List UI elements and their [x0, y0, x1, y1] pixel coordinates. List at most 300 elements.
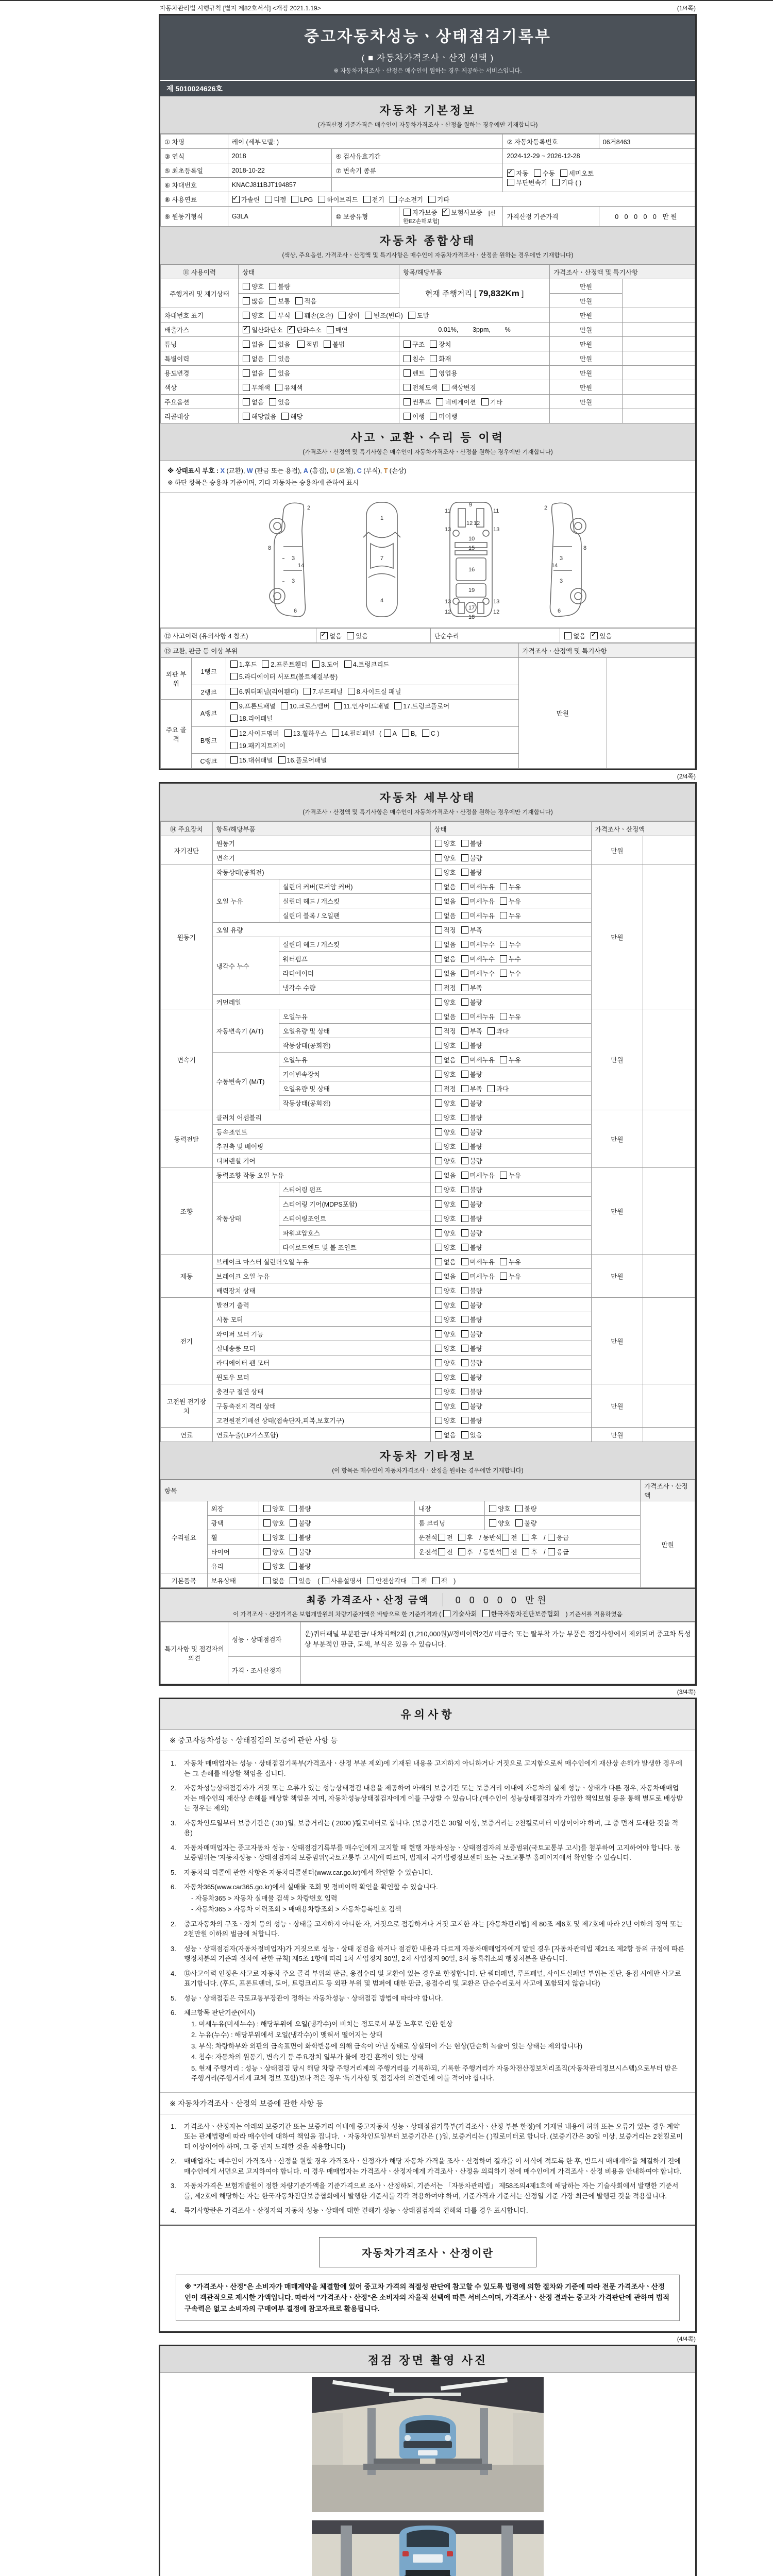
- checkbox[interactable]: [435, 1301, 442, 1309]
- checkbox[interactable]: [500, 1056, 507, 1063]
- checkbox[interactable]: [438, 1534, 445, 1541]
- checkbox[interactable]: [435, 1099, 442, 1107]
- checkbox[interactable]: [461, 1143, 468, 1150]
- checkbox[interactable]: [443, 1610, 450, 1617]
- checkbox[interactable]: [281, 413, 289, 420]
- state-checks: [430, 980, 591, 995]
- checkbox[interactable]: [281, 702, 288, 709]
- svg-text:12: 12: [474, 520, 480, 527]
- checkbox[interactable]: [435, 926, 442, 934]
- checkbox[interactable]: [435, 1273, 442, 1280]
- table-row: [161, 1110, 695, 1125]
- checkbox[interactable]: [230, 688, 238, 695]
- checkbox[interactable]: [304, 688, 311, 695]
- checkbox[interactable]: [290, 1534, 297, 1541]
- checkbox[interactable]: [461, 1388, 468, 1395]
- checkbox-label: 양호: [443, 1229, 456, 1237]
- checkbox[interactable]: [365, 312, 372, 319]
- text: (: [379, 730, 383, 737]
- checkbox-label: 양호: [443, 1215, 456, 1223]
- checkbox-item: [461, 1113, 482, 1122]
- checkbox[interactable]: [461, 1287, 468, 1294]
- checkbox[interactable]: [390, 196, 397, 203]
- checkbox[interactable]: [461, 1186, 468, 1193]
- checkbox[interactable]: [278, 756, 285, 764]
- checkbox[interactable]: [435, 1374, 442, 1381]
- price-cell: [550, 409, 623, 423]
- checkbox[interactable]: [269, 355, 276, 362]
- state-checks: [430, 865, 591, 879]
- checkbox[interactable]: [404, 413, 411, 420]
- state-checks: [259, 1545, 415, 1559]
- checkbox[interactable]: [232, 196, 240, 203]
- checkbox[interactable]: [488, 1085, 495, 1092]
- checkbox[interactable]: [461, 1157, 468, 1164]
- notice-item-number: 4.: [171, 1969, 176, 1977]
- checkbox[interactable]: [507, 179, 514, 186]
- checkbox[interactable]: [318, 196, 325, 203]
- checkbox-item: [383, 728, 397, 740]
- checkbox[interactable]: [461, 941, 468, 948]
- checkbox[interactable]: [243, 312, 250, 319]
- price-cell: 만원: [550, 395, 623, 409]
- checkbox[interactable]: [461, 1417, 468, 1424]
- checkbox[interactable]: [263, 1577, 271, 1584]
- checkbox[interactable]: [461, 1258, 468, 1265]
- checkbox-label: 불량: [469, 1287, 482, 1295]
- checkbox[interactable]: [435, 1085, 442, 1092]
- table-row: [161, 1573, 695, 1588]
- checkbox-label: 없음: [272, 1577, 285, 1585]
- checkbox[interactable]: [435, 1316, 442, 1323]
- checkbox[interactable]: [295, 297, 303, 304]
- checkbox[interactable]: [263, 1505, 271, 1512]
- checkbox[interactable]: [275, 384, 282, 391]
- checkbox[interactable]: [404, 384, 411, 391]
- checkbox[interactable]: [461, 1013, 468, 1020]
- checkbox[interactable]: [500, 883, 507, 890]
- checkbox[interactable]: [327, 326, 334, 333]
- mileage-amount-checks: [239, 294, 399, 308]
- checkbox[interactable]: [548, 1548, 555, 1555]
- checkbox[interactable]: [263, 1563, 271, 1570]
- checkbox[interactable]: [363, 196, 371, 203]
- checkbox[interactable]: [430, 369, 437, 377]
- notice-item-number: 3.: [171, 2182, 176, 2190]
- checkbox-label: 불량: [469, 1200, 482, 1208]
- checkbox[interactable]: [435, 1229, 442, 1236]
- checkbox[interactable]: [297, 341, 305, 348]
- table-row: [161, 1009, 695, 1024]
- checkbox[interactable]: [269, 369, 276, 377]
- checkbox-label: 양호: [443, 869, 456, 876]
- checkbox[interactable]: [552, 179, 560, 186]
- checkbox[interactable]: [461, 1099, 468, 1107]
- checkbox[interactable]: [435, 998, 442, 1006]
- checkbox[interactable]: [404, 341, 411, 348]
- state-checks: [430, 894, 591, 908]
- checkbox[interactable]: [435, 1172, 442, 1179]
- checkbox[interactable]: [435, 1215, 442, 1222]
- checkbox[interactable]: [284, 730, 292, 737]
- checkbox[interactable]: [269, 312, 276, 319]
- table-row: [161, 134, 695, 149]
- price-appraisal-box: [160, 2225, 695, 2332]
- checkbox[interactable]: [461, 1431, 468, 1438]
- checkbox[interactable]: [461, 854, 468, 861]
- checkbox[interactable]: [435, 1330, 442, 1337]
- checkbox[interactable]: [230, 673, 238, 680]
- checkbox-item: [434, 1012, 456, 1021]
- price-cell: 만원: [550, 294, 623, 308]
- checkbox[interactable]: [230, 756, 238, 764]
- checkbox[interactable]: [461, 970, 468, 977]
- checkbox-item: [461, 911, 495, 920]
- device-group-label: 연료: [161, 1428, 213, 1442]
- checkbox[interactable]: [243, 326, 250, 333]
- form-subtitle: ( ■ 자동차가격조사ㆍ산정 선택 ): [361, 53, 494, 63]
- checkbox[interactable]: [435, 984, 442, 991]
- checkbox[interactable]: [243, 384, 250, 391]
- checkbox[interactable]: [522, 1534, 529, 1541]
- checkbox[interactable]: [461, 897, 468, 905]
- checkbox[interactable]: [428, 196, 435, 203]
- checkbox[interactable]: [458, 1534, 465, 1541]
- checkbox-item: [275, 383, 303, 392]
- checkbox-label: 2.프론트휀더: [271, 661, 308, 668]
- svg-text:9: 9: [469, 502, 473, 508]
- checkbox-item: [268, 311, 290, 320]
- checkbox[interactable]: [461, 1172, 468, 1179]
- checkbox[interactable]: [230, 702, 238, 709]
- checkbox[interactable]: [243, 398, 250, 405]
- checkbox[interactable]: [435, 1244, 442, 1251]
- checkbox-item: [230, 686, 298, 699]
- checkbox[interactable]: [347, 632, 354, 639]
- checkbox[interactable]: [461, 1359, 468, 1366]
- checkbox[interactable]: [482, 1610, 490, 1617]
- checkbox[interactable]: [435, 1359, 442, 1366]
- checkbox-item: [434, 1070, 456, 1079]
- checkbox[interactable]: [435, 1027, 442, 1035]
- item-label: 라디에이터 팬 모터: [212, 1355, 430, 1370]
- checkbox[interactable]: [461, 883, 468, 890]
- checkbox[interactable]: [481, 398, 489, 405]
- checkbox[interactable]: [230, 742, 238, 749]
- checkbox[interactable]: [461, 1273, 468, 1280]
- checkbox[interactable]: [461, 998, 468, 1006]
- checkbox[interactable]: [312, 660, 320, 668]
- notes-cell: [643, 836, 695, 865]
- checkbox-label: 양호: [498, 1505, 511, 1513]
- checkbox[interactable]: [461, 984, 468, 991]
- checkbox[interactable]: [288, 326, 295, 333]
- checkbox[interactable]: [430, 355, 437, 362]
- checkbox[interactable]: [295, 312, 303, 319]
- checkbox[interactable]: [461, 1402, 468, 1410]
- state-checks: [430, 1096, 591, 1110]
- checkbox-item: [461, 1127, 482, 1137]
- checkbox[interactable]: [461, 1128, 468, 1136]
- checkbox[interactable]: [502, 1548, 509, 1555]
- checkbox[interactable]: [500, 1258, 507, 1265]
- checkbox[interactable]: [461, 1114, 468, 1121]
- price-cell: 만원: [550, 380, 623, 395]
- item-label: 작동상태(공회전): [212, 865, 430, 879]
- checkbox[interactable]: [432, 1577, 440, 1584]
- checkbox-label: 불량: [469, 1330, 482, 1338]
- checkbox[interactable]: [461, 912, 468, 919]
- basic-info-header: [160, 96, 695, 134]
- checkbox[interactable]: [412, 1577, 419, 1584]
- checkbox[interactable]: [488, 1027, 495, 1035]
- checkbox[interactable]: [394, 702, 401, 709]
- checkbox[interactable]: [408, 312, 415, 319]
- checkbox[interactable]: [435, 1128, 442, 1136]
- checkbox[interactable]: [435, 1417, 442, 1424]
- checkbox[interactable]: [442, 384, 449, 391]
- checkbox[interactable]: [442, 209, 449, 216]
- checkbox[interactable]: [269, 283, 276, 290]
- checkbox-item: [458, 1533, 473, 1542]
- checkbox[interactable]: [435, 1287, 442, 1294]
- notes-cell: [623, 366, 695, 380]
- checkbox-item: [434, 1300, 456, 1310]
- legend-code: U: [330, 467, 335, 474]
- svg-text:12: 12: [445, 609, 451, 615]
- checkbox[interactable]: [515, 1519, 523, 1527]
- checkbox[interactable]: [461, 926, 468, 934]
- checkbox[interactable]: [435, 1431, 442, 1438]
- checkbox[interactable]: [430, 413, 437, 420]
- checkbox[interactable]: [290, 1577, 297, 1584]
- checkbox[interactable]: [243, 355, 250, 362]
- checkbox-label: 없음: [443, 970, 456, 977]
- checkbox[interactable]: [534, 170, 541, 177]
- checkbox[interactable]: [332, 730, 339, 737]
- checkbox[interactable]: [560, 170, 567, 177]
- checkbox[interactable]: [435, 1388, 442, 1395]
- checkbox[interactable]: [458, 1548, 465, 1555]
- checkbox[interactable]: [500, 941, 507, 948]
- checkbox-item: [403, 208, 437, 217]
- checkbox[interactable]: [515, 1505, 523, 1512]
- checkbox[interactable]: [500, 955, 507, 962]
- checkbox[interactable]: [404, 209, 411, 216]
- checkbox[interactable]: [243, 283, 250, 290]
- checkbox[interactable]: [500, 912, 507, 919]
- device-group-label: 원동기: [161, 865, 213, 1009]
- checkbox[interactable]: [435, 941, 442, 948]
- checkbox[interactable]: [435, 1056, 442, 1063]
- checkbox[interactable]: [435, 1402, 442, 1410]
- checkbox[interactable]: [430, 341, 437, 348]
- accident-history-row: [160, 628, 695, 643]
- checkbox[interactable]: [435, 1071, 442, 1078]
- checkbox[interactable]: [435, 869, 442, 876]
- checkbox[interactable]: [522, 1548, 529, 1555]
- checkbox[interactable]: [435, 840, 442, 847]
- checkbox[interactable]: [435, 1042, 442, 1049]
- checkbox-label: 불량: [469, 1345, 482, 1352]
- checkbox[interactable]: [290, 1505, 297, 1512]
- item-label: 스티어링 기어(MDPS포함): [279, 1197, 430, 1211]
- checkbox[interactable]: [384, 730, 391, 737]
- checkbox[interactable]: [461, 955, 468, 962]
- appraiser-label: 가격ㆍ조사산정자: [228, 1657, 300, 1684]
- checkbox[interactable]: [291, 196, 298, 203]
- checkbox[interactable]: [265, 196, 272, 203]
- checkbox[interactable]: [269, 398, 276, 405]
- checkbox[interactable]: [422, 730, 429, 737]
- checkbox[interactable]: [461, 1229, 468, 1236]
- checkbox-label: 불량: [469, 840, 482, 848]
- checkbox-item: [242, 397, 264, 406]
- item-cell: [399, 409, 550, 423]
- checkbox[interactable]: [461, 1345, 468, 1352]
- checkbox[interactable]: [290, 1519, 297, 1527]
- checkbox[interactable]: [230, 660, 238, 668]
- checkbox-item: [560, 168, 594, 178]
- checkbox[interactable]: [500, 897, 507, 905]
- sub-group-label: 자동변속기 (A/T): [212, 1009, 279, 1053]
- checkbox[interactable]: [500, 1273, 507, 1280]
- checkbox-label: 일산화탄소: [251, 326, 283, 334]
- checkbox[interactable]: [461, 1042, 468, 1049]
- checkbox[interactable]: [290, 1548, 297, 1555]
- checkbox[interactable]: [461, 1085, 468, 1092]
- checkbox[interactable]: [435, 854, 442, 861]
- checkbox-label: 불량: [469, 1071, 482, 1078]
- checkbox[interactable]: [461, 1316, 468, 1323]
- checkbox[interactable]: [404, 398, 411, 405]
- checkbox[interactable]: [591, 632, 598, 639]
- checkbox[interactable]: [564, 632, 572, 639]
- checkbox[interactable]: [290, 1563, 297, 1570]
- checkbox-item: [364, 311, 403, 320]
- checkbox[interactable]: [344, 660, 351, 668]
- checkbox[interactable]: [461, 1215, 468, 1222]
- checkbox[interactable]: [461, 840, 468, 847]
- checkbox[interactable]: [461, 1056, 468, 1063]
- table-row: [161, 658, 695, 685]
- checkbox[interactable]: [461, 1200, 468, 1208]
- checkbox[interactable]: [435, 1186, 442, 1193]
- checkbox-item: [322, 1576, 362, 1585]
- checkbox[interactable]: [435, 883, 442, 890]
- checkbox[interactable]: [263, 1519, 271, 1527]
- checkbox[interactable]: [435, 1143, 442, 1150]
- checkbox[interactable]: [489, 1519, 496, 1527]
- checkbox[interactable]: [435, 1345, 442, 1352]
- checkbox[interactable]: [461, 1071, 468, 1078]
- checkbox[interactable]: [435, 1114, 442, 1121]
- checkbox-item: [312, 659, 339, 671]
- state-checks: [239, 409, 399, 423]
- checkbox[interactable]: [348, 688, 355, 695]
- checkbox-label: 변조(변타): [374, 312, 403, 319]
- checkbox[interactable]: [507, 170, 514, 177]
- notes-cell: [623, 308, 695, 323]
- checkbox[interactable]: [500, 1172, 507, 1179]
- checkbox[interactable]: [500, 970, 507, 977]
- checkbox[interactable]: [334, 702, 342, 709]
- checkbox[interactable]: [435, 955, 442, 962]
- checkbox-label: 해당없음: [251, 413, 277, 420]
- checkbox[interactable]: [435, 912, 442, 919]
- checkbox-label: 불량: [298, 1563, 311, 1570]
- item-label: 오일 유량: [212, 923, 430, 937]
- checkbox[interactable]: [367, 1577, 374, 1584]
- table-row: [161, 366, 695, 380]
- checkbox[interactable]: [321, 632, 328, 639]
- checkbox[interactable]: [435, 1200, 442, 1208]
- checkbox-label: 불량: [469, 1114, 482, 1122]
- checkbox[interactable]: [339, 312, 346, 319]
- checkbox[interactable]: [322, 1577, 329, 1584]
- notice-body-c: [160, 2114, 695, 2225]
- checkbox[interactable]: [262, 660, 269, 668]
- svg-text:13: 13: [493, 599, 500, 605]
- checkbox[interactable]: [461, 1027, 468, 1035]
- checkbox[interactable]: [461, 869, 468, 876]
- checkbox-item: [482, 1609, 560, 1618]
- checkbox[interactable]: [404, 355, 411, 362]
- checkbox[interactable]: [435, 970, 442, 977]
- checkbox[interactable]: [230, 730, 238, 737]
- price-cell: 만원: [591, 1384, 643, 1428]
- svg-text:14: 14: [298, 563, 305, 569]
- checkbox[interactable]: [402, 730, 409, 737]
- checkbox[interactable]: [243, 413, 250, 420]
- checkbox-label: 미세누유: [469, 1273, 495, 1280]
- checkbox-label: 기술사회: [452, 1611, 477, 1618]
- table-row: [161, 163, 695, 178]
- checkbox[interactable]: [435, 897, 442, 905]
- checkbox-label: 12.사이드멤버: [239, 730, 279, 737]
- checkbox-item: [403, 383, 437, 392]
- checkbox[interactable]: [243, 297, 250, 304]
- checkbox-label: 없음: [443, 955, 456, 963]
- checkbox[interactable]: [243, 341, 250, 348]
- checkbox[interactable]: [269, 297, 276, 304]
- state-checks: [239, 337, 399, 351]
- checkbox[interactable]: [461, 1301, 468, 1309]
- checkbox[interactable]: [435, 1258, 442, 1265]
- checkbox[interactable]: [324, 341, 331, 348]
- checkbox[interactable]: [438, 1548, 445, 1555]
- checkbox[interactable]: [489, 1505, 496, 1512]
- checkbox[interactable]: [461, 1330, 468, 1337]
- checkbox-item: [547, 1547, 569, 1556]
- checkbox[interactable]: [435, 1157, 442, 1164]
- checkbox-item: [434, 1171, 456, 1180]
- checkbox[interactable]: [263, 1548, 271, 1555]
- checkbox[interactable]: [263, 1534, 271, 1541]
- checkbox[interactable]: [461, 1244, 468, 1251]
- checkbox[interactable]: [500, 1013, 507, 1020]
- checkbox[interactable]: [243, 369, 250, 377]
- checkbox[interactable]: [436, 398, 443, 405]
- checkbox[interactable]: [230, 715, 238, 722]
- checkbox[interactable]: [548, 1534, 555, 1541]
- state-checks: [430, 1053, 591, 1067]
- checkbox[interactable]: [461, 1374, 468, 1381]
- checkbox[interactable]: [404, 369, 411, 377]
- checkbox[interactable]: [502, 1534, 509, 1541]
- checkbox[interactable]: [435, 1013, 442, 1020]
- checkbox[interactable]: [269, 341, 276, 348]
